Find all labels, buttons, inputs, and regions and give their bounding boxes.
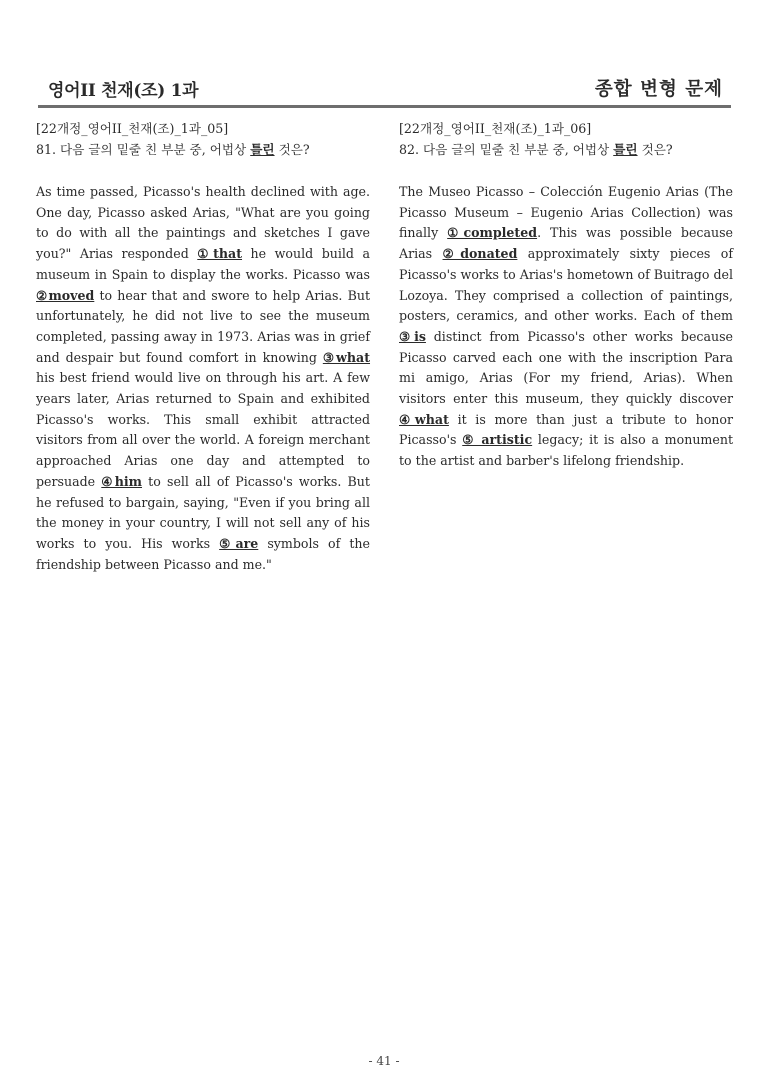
section-title: 종합 변형 문제 [594, 79, 723, 100]
question-82 [399, 119, 733, 472]
header-divider [38, 105, 731, 108]
question-81 [36, 119, 370, 575]
passage-segment: . This was possible because Arias [399, 225, 733, 262]
passage-segment: he would build a museum in Spain to display the works. Picasso was [36, 246, 370, 282]
underlined-choice: ⑤ artistic [462, 432, 533, 448]
question-code: [22개정_영어II_천재(조)_1과_06] [399, 121, 592, 136]
underlined-choice: ③is [399, 328, 426, 344]
question-prompt [36, 140, 370, 160]
passage-segment: to hear that and swore to help Arias. But unfortunately, he did not live to see the museum completed, passing away in 1973. Arias was in grief and despair but found comfort in knowing [36, 287, 371, 365]
passage-segment: his best friend would live on through his art. A few years later, Arias returned to Spain and exhibited Picasso's works. This small exhibit attracted visitors from all over the world. A foreign merchant approached Arias one day and attempted to persuade [36, 370, 370, 489]
underlined-choice: ④what [399, 411, 449, 427]
passage-segment: approximately sixty pieces of Picasso's works to Arias's hometown of Buitrago del Lozoya. They comprised a collection of paintings, posters, ceramics, and other works. Each of them [399, 246, 734, 324]
question-suffix: 것은? [274, 142, 310, 157]
underlined-choice: ②moved [36, 287, 95, 303]
question-prefix: 82. 다음 글의 밑줄 친 부분 중, 어법상 [399, 142, 614, 157]
page-header [38, 70, 731, 108]
passage-segment: distinct from Picasso's other works because Picasso carved each one with the inscription Para mi amigo, Arias (For my friend, Arias). When visitors enter this museum, they quickly discover [399, 328, 733, 407]
underlined-choice: ①that [197, 246, 243, 262]
passage-text [399, 182, 733, 472]
passage-segment: symbols of the friendship between Picasso and me." [36, 535, 370, 572]
passage-segment: it is more than just a tribute to honor Picasso's [399, 411, 734, 448]
passage-segment: to sell all of Picasso's works. But he refused to bargain, saying, "Even if you bring all the money in your country, I will not sell any of his works to you. His works [36, 473, 370, 551]
passage-text [36, 182, 370, 575]
course-title: 영어II 천재(조) 1과 [48, 81, 199, 101]
passage-segment: As time passed, Picasso's health declined with age. One day, Picasso asked Arias, "What are you going to do with all the paintings and sketches I gave you?" Arias responded [36, 184, 370, 262]
underlined-choice: ②donated [442, 246, 518, 262]
underlined-choice: ③what [322, 349, 371, 365]
question-prompt [399, 140, 733, 160]
underlined-choice: ④him [101, 473, 143, 489]
question-suffix: 것은? [637, 142, 673, 157]
underlined-choice: ⑤are [219, 535, 259, 551]
underlined-choice: ①completed [447, 225, 538, 241]
passage-segment: legacy; it is also a monument to the artist and barber's lifelong friendship. [399, 432, 733, 469]
question-emphasis: 틀린 [250, 142, 275, 157]
passage-segment: The Museo Picasso – Colección Eugenio Arias (The Picasso Museum – Eugenio Arias Collection) was finally [399, 184, 733, 241]
question-code: [22개정_영어II_천재(조)_1과_05] [36, 121, 229, 136]
question-emphasis: 틀린 [613, 142, 638, 157]
page-number: - 41 - [368, 1054, 400, 1068]
question-prefix: 81. 다음 글의 밑줄 친 부분 중, 어법상 [36, 142, 251, 157]
